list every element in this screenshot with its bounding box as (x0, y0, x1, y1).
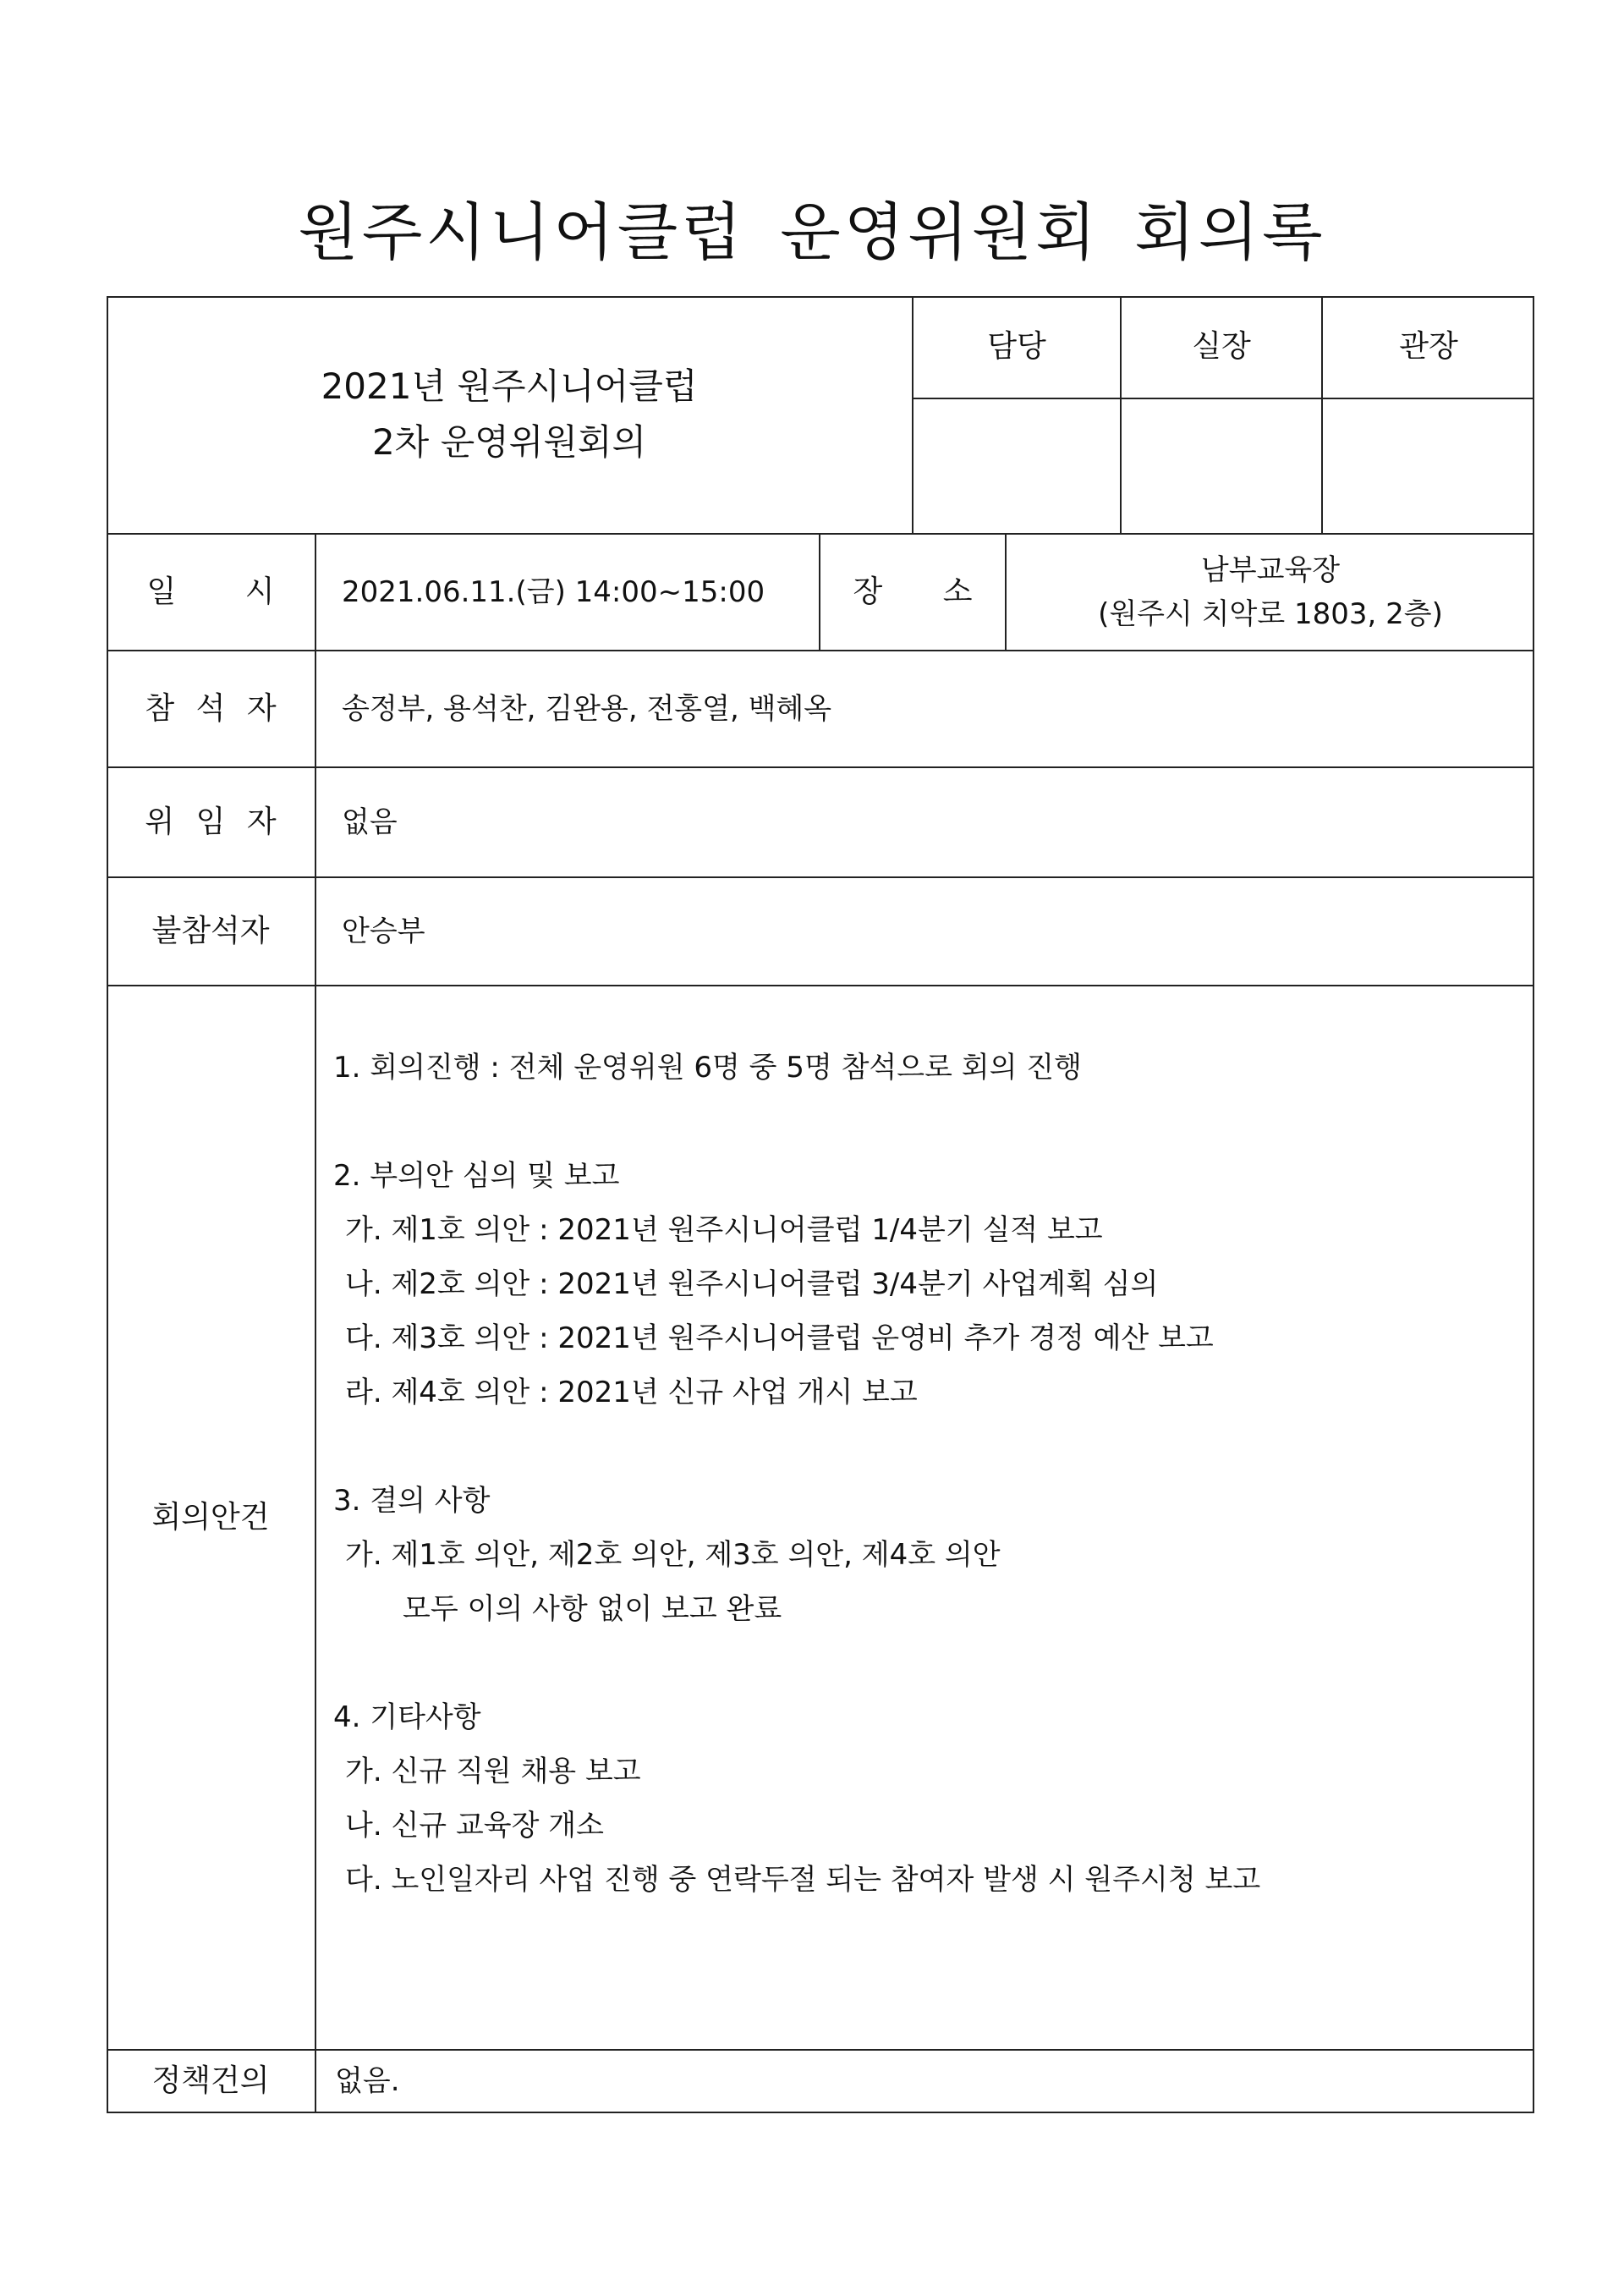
signature-box-manager[interactable] (914, 399, 1120, 533)
agenda-item-2d: 라. 제4호 의안 : 2021년 신규 사업 개시 보고 (345, 1376, 918, 1409)
agenda-spacer (333, 1095, 1260, 1149)
delegates-value: 없음 (342, 805, 398, 839)
agenda-item-2a: 가. 제1호 의안 : 2021년 원주시니어클럽 1/4분기 실적 보고 (345, 1213, 1103, 1247)
approval-header-chief: 실장 (1192, 328, 1251, 364)
agenda-section-2: 2. 부의안 심의 및 보고 (333, 1159, 620, 1193)
agenda-section-1: 1. 회의진행 : 전체 운영위원 6명 중 5명 참석으로 회의 진행 (333, 1051, 1082, 1085)
datetime-value: 2021.06.11.(금) 14:00~15:00 (342, 574, 765, 609)
place-value (1007, 535, 1534, 650)
row-divider-5 (107, 985, 1534, 986)
agenda-section-4: 4. 기타사항 (333, 1700, 481, 1734)
attendees-value: 송정부, 용석찬, 김완용, 전홍열, 백혜옥 (342, 691, 832, 726)
agenda-item-2b: 나. 제2호 의안 : 2021년 원주시니어클럽 3/4분기 사업계획 심의 (345, 1267, 1159, 1301)
absentees-label: 불참석자 (151, 913, 270, 948)
document-title: 원주시니어클럽 운영위원회 회의록 (298, 196, 1326, 269)
agenda-item-2c: 다. 제3호 의안 : 2021년 원주시니어클럽 운영비 추가 경정 예산 보고 (345, 1321, 1214, 1355)
attendees-label: 참 석 자 (145, 690, 277, 726)
agenda-item-3a: 가. 제1호 의안, 제2호 의안, 제3호 의안, 제4호 의안 (345, 1538, 1001, 1572)
approval-header-director: 관장 (1399, 328, 1458, 364)
delegates-label: 위 임 자 (145, 804, 277, 839)
agenda-spacer (333, 1420, 1260, 1474)
agenda-item-4c: 다. 노인일자리 사업 진행 중 연락두절 되는 참여자 발생 시 원주시청 보고 (345, 1863, 1261, 1897)
agenda-label: 회의안건 (151, 1499, 270, 1535)
agenda-item-4a: 가. 신규 직원 채용 보고 (345, 1755, 641, 1788)
signature-box-chief[interactable] (1122, 399, 1321, 533)
agenda-spacer (333, 1636, 1260, 1690)
agenda-item-4b: 나. 신규 교육장 개소 (345, 1809, 604, 1843)
absentees-value: 안승부 (342, 914, 425, 948)
policy-value: 없음. (335, 2063, 400, 2098)
policy-label: 정책건의 (151, 2063, 270, 2098)
meeting-name-line1: 2021년 원주시니어클럽 (321, 365, 698, 407)
place-name: 남부교육장 (1200, 553, 1341, 587)
meeting-name-cell (107, 296, 912, 533)
agenda-section-3: 3. 결의 사항 (333, 1484, 491, 1518)
signature-box-director[interactable] (1323, 399, 1534, 533)
datetime-label: 일 시 (146, 574, 275, 609)
agenda-content (333, 1041, 1260, 1907)
meeting-name-line2: 2차 운영위원회의 (371, 421, 647, 463)
place-label: 장 소 (853, 574, 973, 609)
approval-header-manager: 담당 (987, 328, 1046, 364)
agenda-item-3a-continued: 모두 이의 사항 없이 보고 완료 (403, 1592, 782, 1626)
place-address: (원주시 치악로 1803, 2층) (1098, 597, 1443, 631)
